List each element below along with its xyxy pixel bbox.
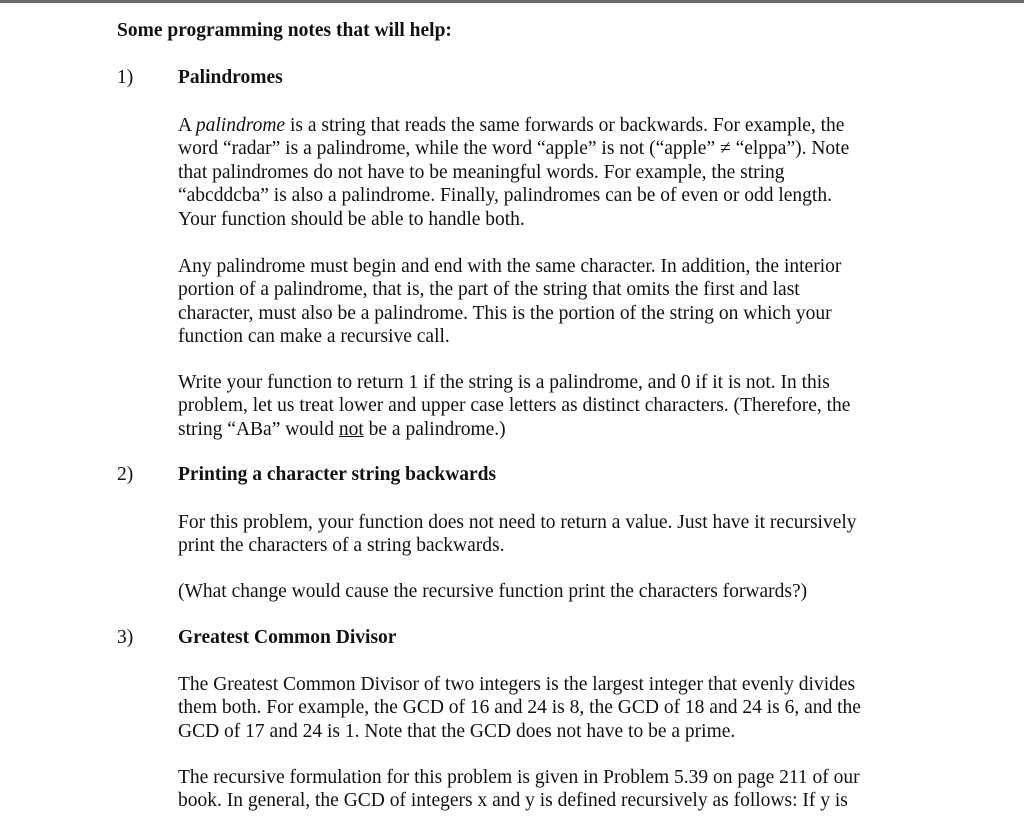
section-3-title: Greatest Common Divisor [178, 627, 397, 648]
section-1-title: Palindromes [178, 67, 283, 88]
section-3-paragraph-2 [178, 766, 898, 813]
text-line: The Greatest Common Divisor of two integers is the largest integer that evenly divides [178, 674, 856, 695]
term-palindrome: palindrome [195, 115, 286, 136]
text-line: A palindrome is a string that reads the same forwards or backwards. For example, the [178, 115, 845, 136]
text-line: that palindromes do not have to be meaningful words. For example, the string [178, 161, 785, 183]
text-line: Your function should be able to handle both. [178, 208, 525, 230]
text-line: “abcddcba” is also a palindrome. Finally, palindromes can be of even or odd length. [178, 185, 832, 207]
text-line: word “radar” is a palindrome, while the word “apple” is not (“apple” ≠ “elppa”). Note [178, 138, 850, 160]
section-1-number: 1) [117, 67, 134, 88]
section-2-paragraph-1 [178, 511, 898, 558]
section-1-paragraph-3 [178, 371, 898, 441]
text-line: (What change would cause the recursive function print the characters forwards?) [178, 581, 808, 602]
underlined-not: not [338, 418, 364, 440]
text-line: book. In general, the GCD of integers x and y is defined recursively as follows: If y is [178, 790, 848, 812]
text-line: print the characters of a string backwards. [178, 535, 505, 557]
text-line: For this problem, your function does not need to return a value. Just have it recursively [178, 512, 857, 533]
section-2-paragraph-2 [178, 580, 898, 603]
text-line: Write your function to return 1 if the string is a palindrome, and 0 if it is not. In this [178, 372, 830, 393]
text-line: portion of a palindrome, that is, the part of the string that omits the first and last [178, 279, 800, 301]
text-line: them both. For example, the GCD of 16 and 24 is 8, the GCD of 18 and 24 is 6, and the [178, 697, 861, 719]
text-line: problem, let us treat lower and upper case letters as distinct characters. (Therefore, the [178, 395, 851, 417]
section-3-paragraph-1 [178, 673, 898, 743]
section-1-paragraph-1 [178, 114, 898, 231]
text-line: The recursive formulation for this problem is given in Problem 5.39 on page 211 of our [178, 767, 860, 788]
section-2-number: 2) [117, 464, 134, 485]
text-line: character, must also be a palindrome. This is the portion of the string on which your [178, 302, 832, 324]
section-1-paragraph-2 [178, 255, 898, 349]
section-2-title: Printing a character string backwards [178, 464, 497, 485]
text-line: string “ABa” would not be a palindrome.) [178, 418, 506, 440]
text-line: Any palindrome must begin and end with the same character. In addition, the interior [178, 256, 842, 277]
text-line: function can make a recursive call. [178, 326, 450, 348]
section-3-number: 3) [117, 627, 134, 648]
text-line: GCD of 17 and 24 is 1. Note that the GCD does not have to be a prime. [178, 720, 736, 742]
page-heading: Some programming notes that will help: [117, 20, 452, 41]
